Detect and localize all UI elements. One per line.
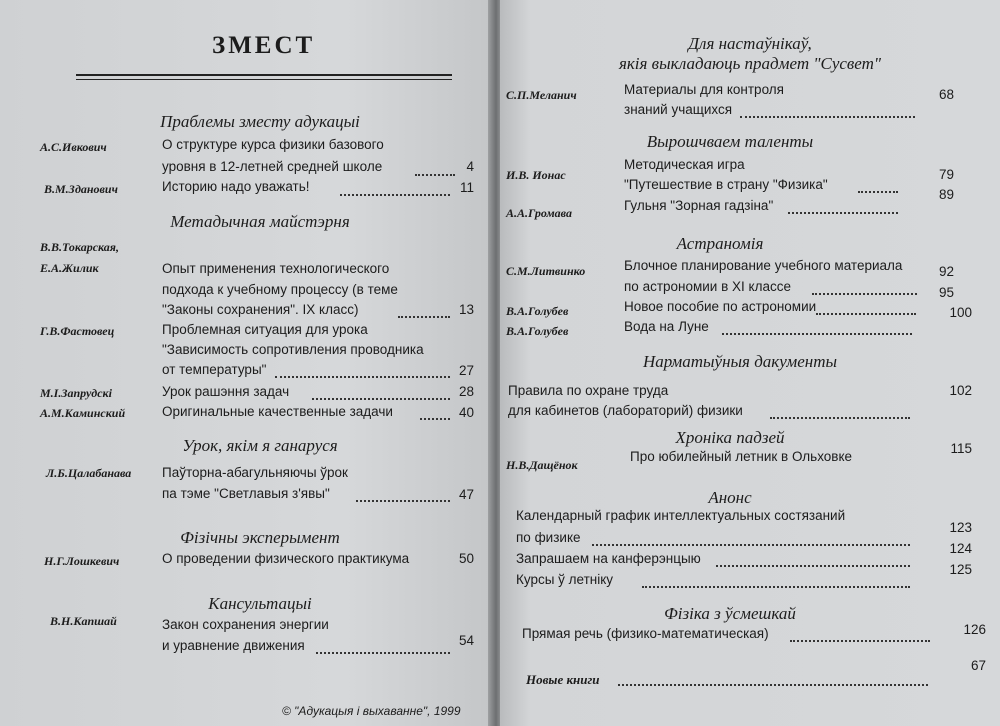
toc-line: Про юбилейный летник в Ольховке [630,449,853,464]
page-number: 124 [949,541,972,556]
page-number: 54 [458,633,474,648]
toc-line: Гульня "Зорная гадзіна" [624,198,774,213]
author: И.В. Ионас [506,168,566,182]
left-page [0,0,492,726]
author: А.С.Ивкович [40,140,107,154]
author: В.Н.Капшай [50,614,117,628]
leader-dots [356,500,450,502]
section-heading [580,34,920,74]
toc-line: Вода на Луне [624,319,709,334]
leader-dots [618,684,928,686]
page-number: 13 [458,302,474,317]
page-number: 100 [949,305,972,320]
leader-dots [312,398,450,400]
page-number: 11 [459,180,474,195]
section-heading: Нарматыўныя дакументы [642,352,837,371]
author: Л.Б.Цалабанава [46,466,132,480]
section-heading: Урок, якім я ганаруся [182,436,338,455]
toc-line: подхода к учебному процессу (в теме [162,282,398,297]
leader-dots [716,565,910,567]
section-heading: Астраномія [676,234,764,253]
toc-line: па тэме "Светлавыя з'явы" [162,486,330,501]
page-number: 95 [938,285,954,300]
page-number: 123 [949,520,972,535]
toc-line: Материалы для контроля [624,82,784,97]
section-heading: Фізіка з ўсмешкай [664,604,796,623]
toc-line: "Законы сохранения". IX класс) [162,302,359,317]
toc-line: Историю надо уважать! [162,179,310,194]
leader-dots [642,586,910,588]
page-number: 67 [970,658,986,673]
toc-line: и уравнение движения [162,638,305,653]
section-heading-line: якія выкладаюць прадмет "Сусвет" [618,54,882,73]
author: А.М.Каминский [40,406,126,420]
toc-line: Опыт применения технологического [162,261,390,276]
toc-line: по физике [516,530,581,545]
author: Н.Г.Лошкевич [44,554,120,568]
right-page [500,0,1000,726]
toc-line: Проблемная ситуация для урока [162,322,368,337]
author: В.А.Голубев [506,324,569,338]
toc-line: по астрономии в XI классе [624,279,791,294]
toc-line: "Зависимость сопротивления проводника [162,342,424,357]
section-heading: Праблемы зместу адукацыі [160,112,360,131]
leader-dots [770,417,910,419]
leader-dots [816,313,916,315]
section-heading: Кансультацыі [208,594,312,613]
page-number: 115 [950,441,972,456]
page-number: 79 [938,167,954,182]
author: Г.В.Фастовец [40,324,115,338]
author: В.В.Токарская, [40,240,119,254]
leader-dots [415,174,455,176]
author: А.А.Громава [506,206,572,220]
author: В.М.Зданович [44,182,118,196]
leader-dots [858,191,898,193]
toc-line: Паўторна-абагульняючы ўрок [162,465,348,480]
page-number: 28 [458,384,474,399]
toc-line: Блочное планирование учебного материала [624,258,903,273]
section-heading: Анонс [708,488,752,507]
page-number: 126 [963,622,986,637]
toc-line: О структуре курса физики базового [162,137,384,152]
author: Е.А.Жилик [40,261,99,275]
author: С.П.Меланич [506,88,577,102]
leader-dots [788,212,898,214]
author: С.М.Литвинко [506,264,586,278]
toc-line: Запрашаем на канферэнцыю [516,551,701,566]
leader-dots [316,652,450,654]
toc-line: Новое пособие по астрономии [624,299,817,314]
toc-line: Правила по охране труда [508,383,669,398]
toc-line: знаний учащихся [624,102,733,117]
copyright-footer: © "Адукацыя і выхаванне", 1999 [282,704,461,718]
toc-line: Календарный график интеллектуальных состязаний [516,508,846,523]
leader-dots [340,194,450,196]
toc-line: "Путешествие в страну "Физика" [624,177,828,192]
author: М.І.Запрудскі [40,386,112,400]
section-heading: Фізічны эксперымент [180,528,340,547]
author: В.А.Голубев [506,304,569,318]
toc-line: Закон сохранения энергии [162,617,329,632]
page-number: 125 [949,562,972,577]
author: Н.В.Дащёнок [506,458,578,472]
page-number: 89 [938,187,954,202]
page-number: 50 [458,551,474,566]
leader-dots [812,293,917,295]
toc-line: для кабинетов (лабораторий) физики [508,403,743,418]
page-number: 92 [938,264,954,279]
leader-dots [722,333,912,335]
toc-line: от температуры" [162,362,267,377]
section-heading: Метадычная майстэрня [170,212,350,231]
title-rule [76,74,452,76]
page-number: 102 [949,383,972,398]
page-number: 68 [938,87,954,102]
toc-line: Урок рашэння задач [162,384,290,399]
toc-line: уровня в 12-летней средней школе [162,159,383,174]
section-heading-line: Для настаўнікаў, [688,34,812,53]
toc-line: О проведении физического практикума [162,551,410,566]
section-heading: Хроніка падзей [675,428,785,447]
leader-dots [740,116,915,118]
leader-dots [790,640,930,642]
section-heading: Вырошчваем таленты [646,132,814,151]
new-books-heading: Новые книги [526,672,600,687]
leader-dots [592,544,910,546]
leader-dots [275,376,450,378]
toc-line: Методическая игра [624,157,745,172]
page-number: 4 [466,159,474,174]
page-number: 40 [458,405,474,420]
page-number: 47 [458,487,474,502]
toc-line: Курсы ў летніку [516,572,614,587]
toc-line: Оригинальные качественные задачи [162,404,393,419]
page-number: 27 [458,363,474,378]
title-rule-thin [76,79,452,80]
toc-line: Прямая речь (физико-математическая) [522,626,769,641]
contents-title: ЗМЕСТ [212,32,316,59]
